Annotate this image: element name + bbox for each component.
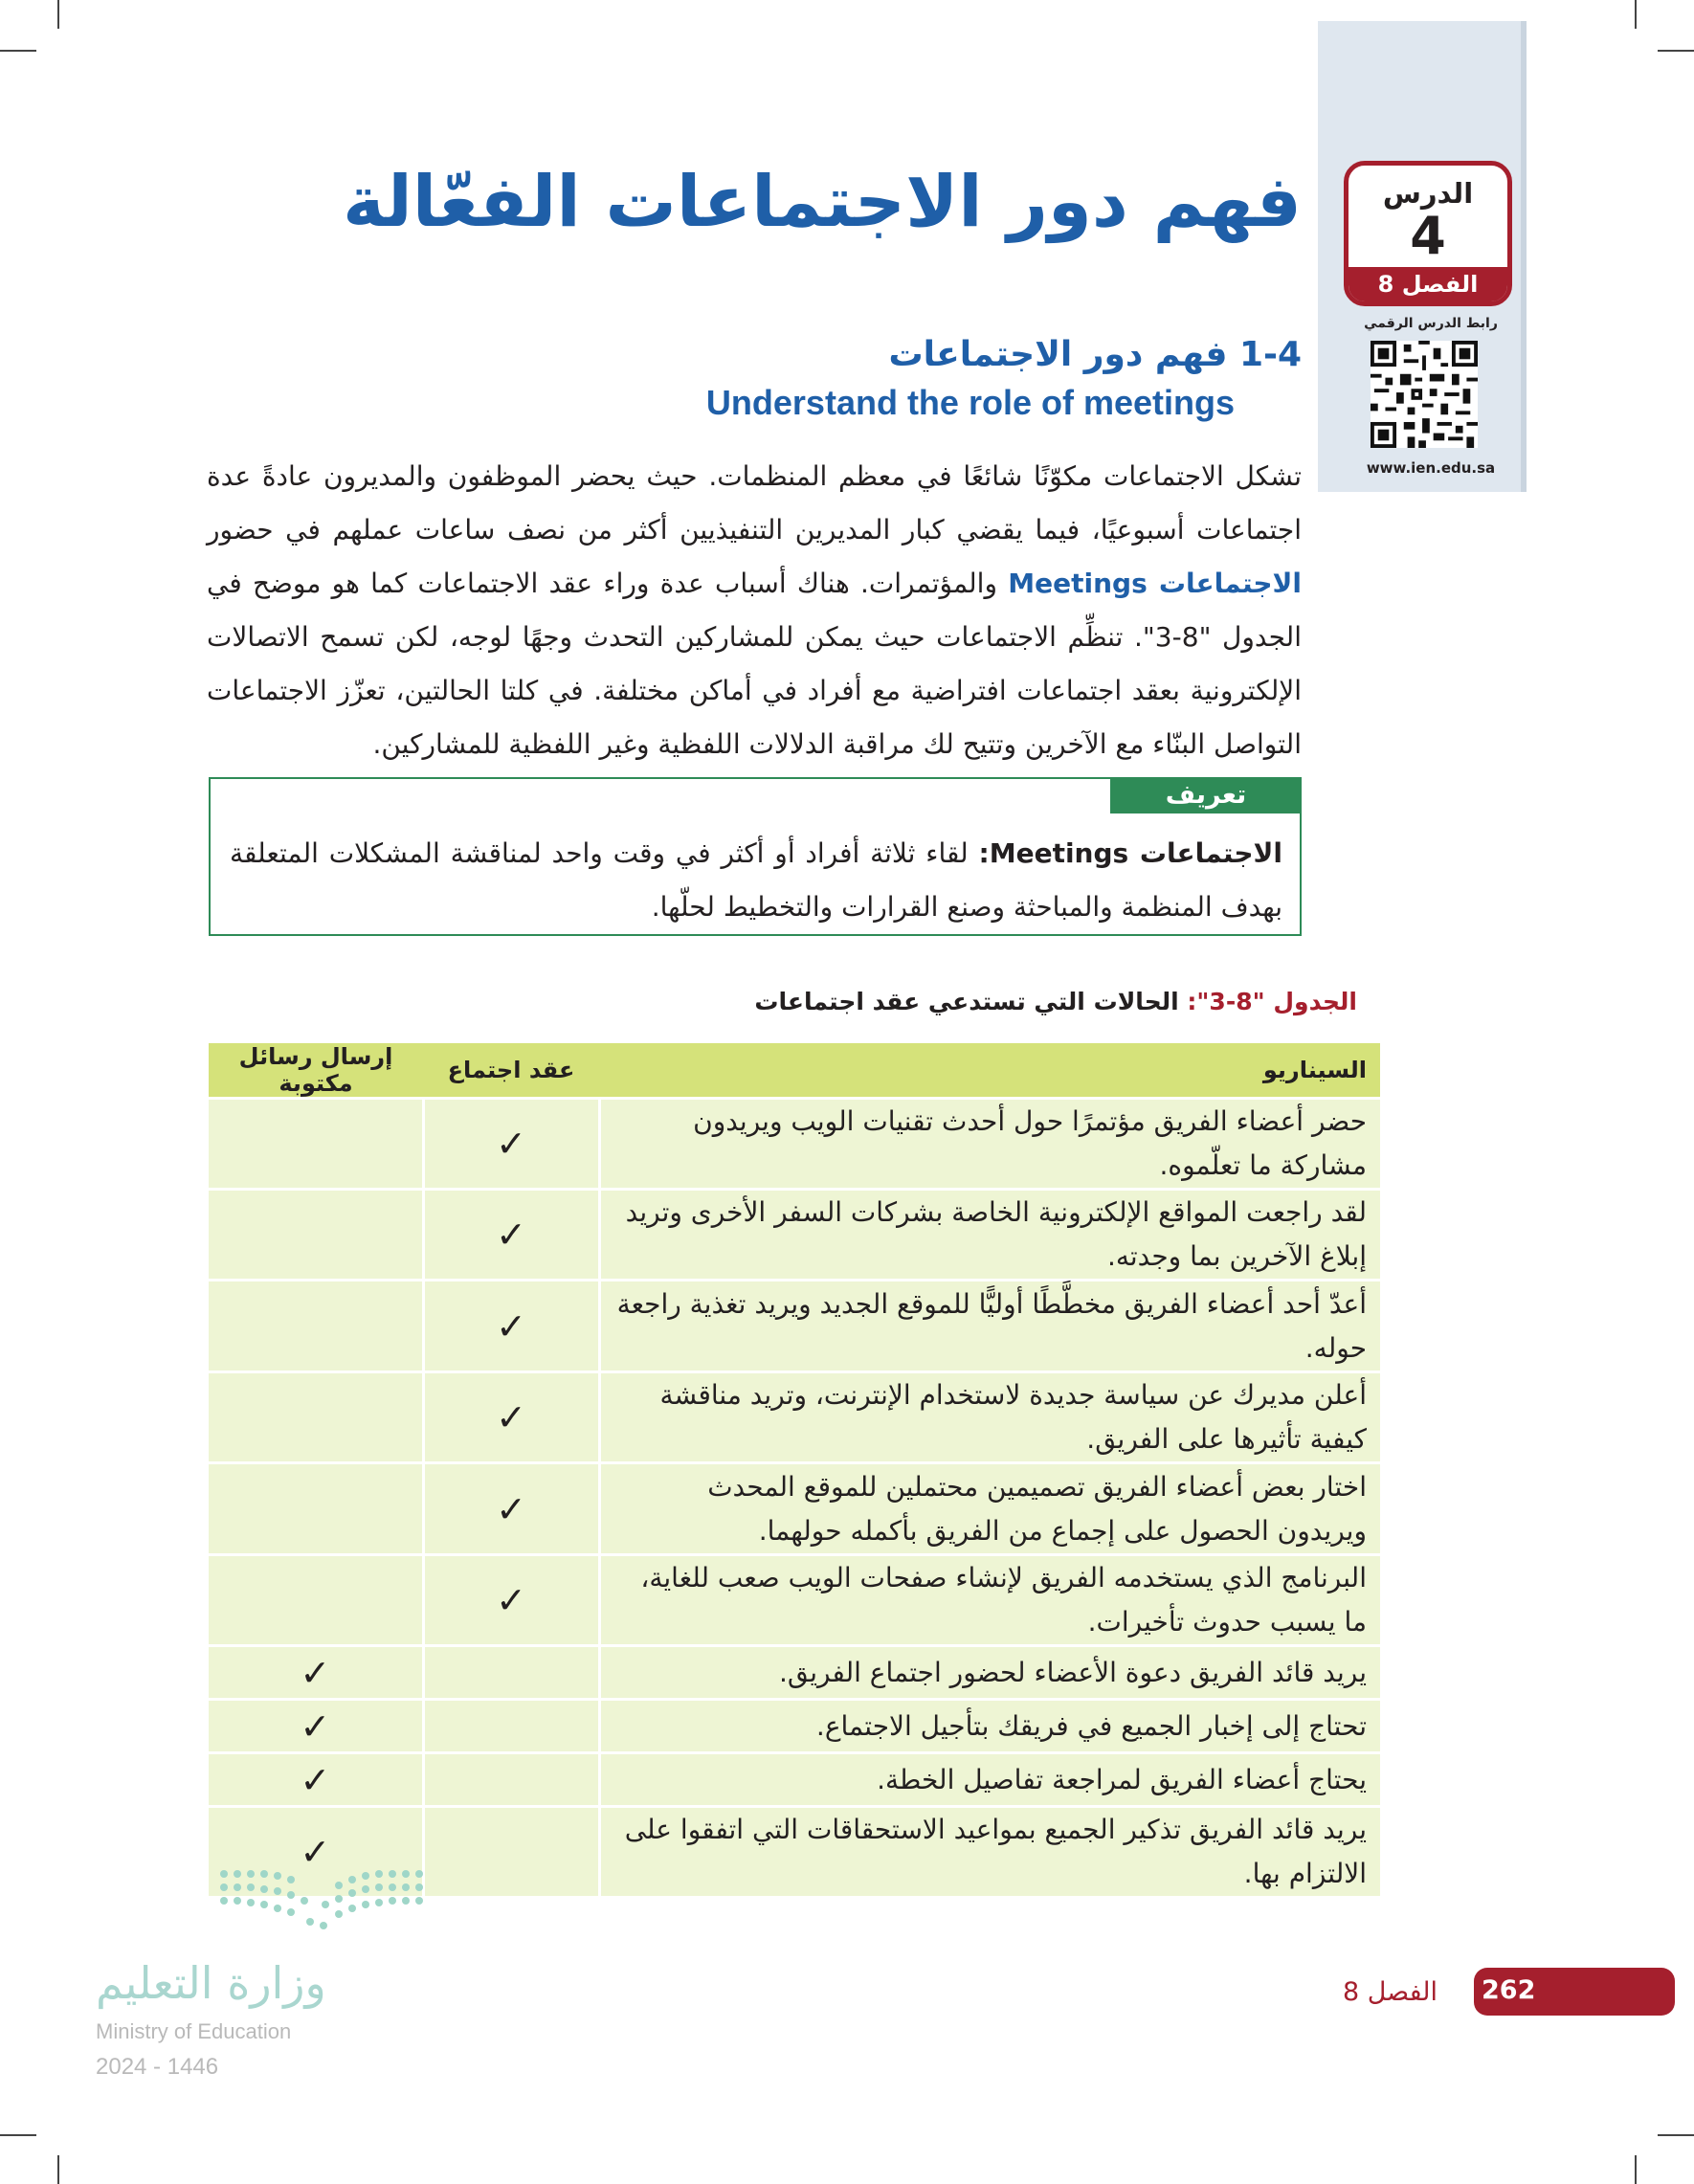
crop-mark: [1658, 2134, 1694, 2136]
scenario-cell: أعدّ أحد أعضاء الفريق مخطَّطًا أوليًّا للموقع الجديد ويريد تغذية راجعة حوله.: [599, 1281, 1380, 1372]
written-cell: ✓: [209, 1753, 423, 1807]
written-cell: [209, 1555, 423, 1646]
chapter-label: الفصل 8: [1349, 267, 1507, 301]
table-row: [209, 1646, 1380, 1700]
meeting-cell: ✓: [423, 1555, 599, 1646]
written-cell: ✓: [209, 1700, 423, 1753]
crop-mark: [1635, 0, 1637, 29]
scenario-cell: البرنامج الذي يستخدمه الفريق لإنشاء صفحات الويب صعب للغاية، ما يسبب حدوث تأخيرات.: [599, 1555, 1380, 1646]
table-row: [209, 1372, 1380, 1463]
ministry-year: 2024 - 1446: [96, 2054, 219, 2080]
header-meeting: عقد اجتماع: [423, 1043, 599, 1099]
crop-mark: [57, 2155, 59, 2184]
table-caption-label: الجدول "8-3":: [1187, 988, 1357, 1015]
table-row: [209, 1190, 1380, 1281]
definition-text: [230, 827, 1282, 934]
body-text: تشكل الاجتماعات مكوّنًا شائعًا في معظم المنظمات. حيث يحضر الموظفون والمديرون عادةً عدة اجتماعات أسبوعيًا، فيما يقضي كبار المديرين التنفيذيين أكثر من نصف ساعات عملهم في حضور: [207, 460, 1302, 546]
meeting-cell: ✓: [423, 1190, 599, 1281]
ministry-logo-arabic: وزارة التعليم: [96, 1957, 326, 2009]
written-cell: ✓: [209, 1807, 423, 1897]
scenario-cell: يحتاج أعضاء الفريق لمراجعة تفاصيل الخطة.: [599, 1753, 1380, 1807]
footer-chapter: الفصل 8: [1342, 1977, 1438, 2007]
crop-mark: [0, 2134, 36, 2136]
crop-mark: [1658, 50, 1694, 52]
page-title: فهم دور الاجتماعات الفعّالة: [343, 161, 1302, 243]
qr-code-icon[interactable]: [1371, 341, 1478, 448]
written-cell: ✓: [209, 1646, 423, 1700]
definition-body: لقاء ثلاثة أفراد أو أكثر في وقت واحد لمناقشة المشكلات المتعلقة بهدف المنظمة والمباحثة وصنع القرارات والتخطيط لحلّها.: [230, 837, 1282, 923]
written-cell: [209, 1099, 423, 1190]
table-caption-text: الحالات التي تستدعي عقد اجتماعات: [754, 988, 1179, 1015]
qr-caption: رابط الدرس الرقمي: [1364, 316, 1498, 331]
header-written: إرسال رسائل مكتوبة: [209, 1043, 423, 1099]
crop-mark: [57, 0, 59, 29]
meeting-cell: [423, 1700, 599, 1753]
crop-mark: [0, 50, 36, 52]
meeting-cell: ✓: [423, 1281, 599, 1372]
lesson-label: الدرس: [1382, 177, 1474, 210]
scenario-cell: تحتاج إلى إخبار الجميع في فريقك بتأجيل الاجتماع.: [599, 1700, 1380, 1753]
table-caption: [754, 988, 1357, 1015]
section-title-arabic: 1-4 فهم دور الاجتماعات: [888, 335, 1302, 374]
definition-term: الاجتماعات Meetings:: [978, 837, 1282, 869]
lesson-number: 4: [1410, 206, 1446, 266]
crop-mark: [1635, 2155, 1637, 2184]
meeting-cell: ✓: [423, 1099, 599, 1190]
definition-box: [209, 777, 1302, 936]
meeting-cell: [423, 1646, 599, 1700]
table-row: [209, 1555, 1380, 1646]
table-header-row: [209, 1043, 1380, 1099]
table-row: [209, 1099, 1380, 1190]
meeting-cell: ✓: [423, 1463, 599, 1555]
scenario-cell: أعلن مديرك عن سياسة جديدة لاستخدام الإنترنت، وتريد مناقشة كيفية تأثيرها على الفريق.: [599, 1372, 1380, 1463]
body-paragraph: [207, 450, 1302, 771]
lesson-badge: [1344, 161, 1512, 306]
written-cell: [209, 1372, 423, 1463]
scenario-cell: يريد قائد الفريق دعوة الأعضاء لحضور اجتماع الفريق.: [599, 1646, 1380, 1700]
page-number: 262: [1482, 1975, 1536, 2005]
meeting-cell: ✓: [423, 1372, 599, 1463]
scenario-cell: حضر أعضاء الفريق مؤتمرًا حول أحدث تقنيات الويب ويريدون مشاركة ما تعلّموه.: [599, 1099, 1380, 1190]
table-row: [209, 1463, 1380, 1555]
table-row: [209, 1753, 1380, 1807]
definition-header: تعريف: [1110, 777, 1302, 813]
written-cell: [209, 1281, 423, 1372]
scenario-cell: اختار بعض أعضاء الفريق تصميمين محتملين للموقع المحدث ويريدون الحصول على إجماع من الفريق بأكمله حولهما.: [599, 1463, 1380, 1555]
table-row: [209, 1700, 1380, 1753]
qr-url[interactable]: www.ien.edu.sa: [1366, 459, 1496, 477]
written-cell: [209, 1190, 423, 1281]
header-scenario: السيناريو: [599, 1043, 1380, 1099]
written-cell: [209, 1463, 423, 1555]
meetings-term: الاجتماعات Meetings: [1008, 568, 1303, 599]
dots-decoration: [214, 1866, 454, 1933]
table-row: [209, 1281, 1380, 1372]
scenario-cell: يريد قائد الفريق تذكير الجميع بمواعيد الاستحقاقات التي اتفقوا على الالتزام بها.: [599, 1807, 1380, 1897]
section-title-english: Understand the role of meetings: [705, 383, 1235, 422]
scenario-cell: لقد راجعت المواقع الإلكترونية الخاصة بشركات السفر الأخرى وتريد إبلاغ الآخرين بما وجدته.: [599, 1190, 1380, 1281]
ministry-name-english: Ministry of Education: [96, 2019, 292, 2043]
meeting-cell: [423, 1753, 599, 1807]
body-text: والمؤتمرات. هناك أسباب عدة وراء عقد الاجتماعات كما هو موضح في الجدول "8-3". تنظِّم الاجتماعات حيث يمكن للمشاركين التحدث وجهًا لوجه، لكن تسمح الاتصالات الإلكترونية بعقد اجتماعات افتراضية مع أفراد في أماكن مختلفة. في كلتا الحالتين، تعزّز الاجتماعات التواصل البنّاء مع الآخرين وتتيح لك مراقبة الدلالات اللفظية وغير اللفظية للمشاركين.: [207, 568, 1302, 760]
scenarios-table: [209, 1043, 1380, 1896]
